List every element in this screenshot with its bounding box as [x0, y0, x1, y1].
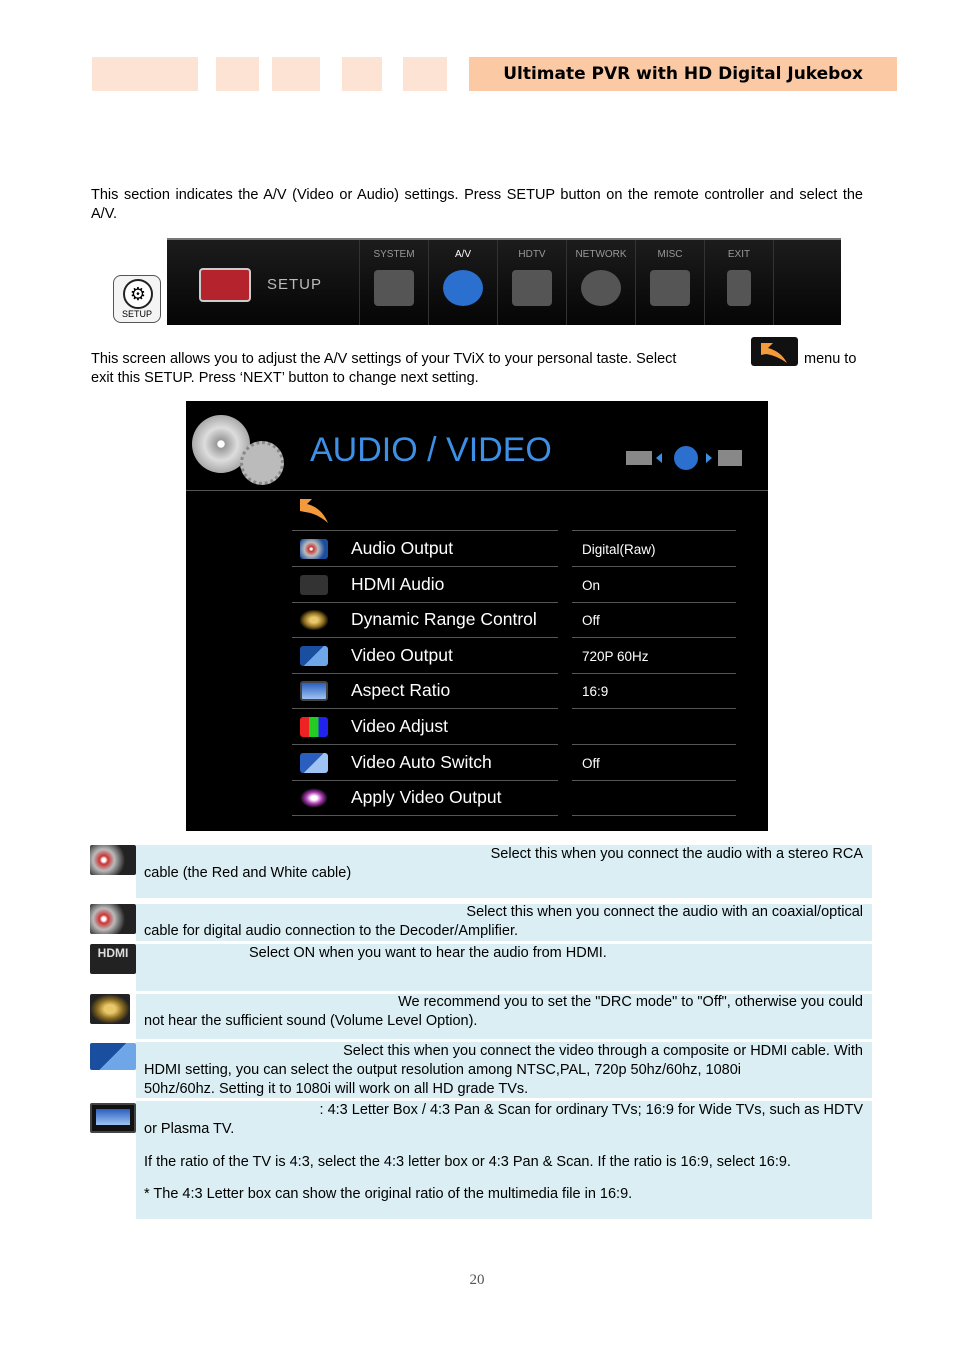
setup-remote-button: [113, 275, 161, 323]
desc-line: Select this when you connect the audio with a stereo RCA: [490, 846, 863, 862]
exit-door-icon: [727, 270, 751, 306]
desc-audio-analog: [144, 845, 863, 883]
header-title: Ultimate PVR with HD Digital Jukebox: [469, 57, 897, 91]
tab-exit[interactable]: [704, 240, 774, 325]
desc-line: cable for digital audio connection to the Decoder/Amplifier.: [144, 923, 518, 939]
desc-line: Select this when you connect the audio with an coaxial/optical: [466, 904, 863, 920]
hdmi-icon: HDMI: [90, 944, 136, 974]
tab-label: MISC: [657, 249, 683, 260]
desc-line: Select ON when you want to hear the audio from HDMI.: [249, 945, 607, 961]
disc-icon: [90, 845, 136, 875]
desc-line: not hear the sufficient sound (Volume Level Option).: [144, 1013, 478, 1029]
setting-label: Apply Video Output: [351, 787, 502, 808]
header-decor-block: [403, 57, 447, 91]
tab-system[interactable]: [359, 240, 428, 325]
misc-icon: [650, 270, 690, 306]
color-bars-icon: [300, 717, 328, 737]
tv-icon: [90, 1103, 136, 1133]
av-disc-icon: [443, 270, 483, 306]
desc-line: We recommend you to set the "DRC mode" to "Off", otherwise you could: [398, 994, 863, 1010]
desc-audio-digital: [144, 903, 863, 941]
setting-label: HDMI Audio: [351, 573, 445, 594]
category-nav-icons: [626, 445, 742, 471]
tv-icon: [300, 681, 328, 701]
desc-line: Select this when you connect the video through a composite or HDMI cable. With: [343, 1043, 863, 1059]
setting-row-apply-video-output[interactable]: [292, 780, 558, 816]
speaker-icon: [90, 994, 130, 1024]
desc-hdmi-audio: [144, 944, 863, 963]
setting-label: Dynamic Range Control: [351, 609, 537, 630]
setting-row-video-auto-switch[interactable]: [292, 745, 558, 781]
setting-label: Aspect Ratio: [351, 680, 451, 701]
monitor-icon: [300, 646, 328, 666]
desc-line: or Plasma TV.: [144, 1121, 235, 1137]
audio-video-screen: [186, 401, 768, 831]
setting-label: Video Auto Switch: [351, 751, 492, 772]
setting-row-video-adjust[interactable]: [292, 709, 558, 745]
setting-row-audio-output[interactable]: [292, 531, 558, 567]
back-arrow-icon[interactable]: [296, 497, 336, 527]
network-icon: [581, 270, 621, 306]
setting-label: Video Output: [351, 644, 453, 665]
setting-row-video-output[interactable]: [292, 638, 558, 674]
setup-button-label: SETUP: [121, 309, 152, 319]
setting-value-cell[interactable]: [572, 709, 736, 745]
intro-paragraph: This section indicates the A/V (Video or Audio) settings. Press SETUP button on the remote controller and select the A/V.: [91, 187, 863, 222]
setting-value-cell[interactable]: [572, 602, 736, 638]
back-arrow-icon: [751, 337, 798, 366]
tab-av[interactable]: [428, 240, 497, 325]
setting-value-cell[interactable]: [572, 780, 736, 816]
setting-value-cell[interactable]: [572, 567, 736, 603]
setting-row-aspect-ratio[interactable]: [292, 673, 558, 709]
film-reel-icon: [300, 788, 328, 808]
setting-value: Digital(Raw): [582, 542, 656, 557]
setting-row-dynamic-range-control[interactable]: [292, 602, 558, 638]
ntsc-pal-icon: [300, 753, 328, 773]
header-decor-block: [216, 57, 259, 91]
setting-value: On: [582, 577, 601, 593]
hdtv-icon: [512, 270, 552, 306]
setting-value: 720P 60Hz: [582, 648, 649, 664]
hdmi-icon: [300, 575, 328, 595]
system-gear-icon: [374, 270, 414, 306]
desc-video-output: [144, 1042, 863, 1099]
header-decor-block: [272, 57, 320, 91]
desc-aspect-ratio: [144, 1101, 863, 1204]
setting-value: Off: [582, 613, 600, 629]
speaker-icon: [300, 610, 328, 630]
desc-line: 50hz/60hz. Setting it to 1080i will work on all HD grade TVs.: [144, 1081, 529, 1097]
av-logo-icon: [192, 415, 284, 485]
page-number: 20: [469, 1272, 485, 1288]
tab-label: NETWORK: [575, 249, 627, 260]
setting-value-cell[interactable]: [572, 531, 736, 567]
setting-label: Audio Output: [351, 538, 454, 558]
setting-row-hdmi-audio[interactable]: [292, 567, 558, 603]
setting-label: Video Adjust: [351, 716, 448, 736]
header-decor-block: [92, 57, 198, 91]
instructions-part1: This screen allows you to adjust the A/V settings of your TViX to your personal taste. Select: [91, 351, 677, 367]
tab-label: EXIT: [727, 249, 751, 260]
tab-label: SYSTEM: [373, 249, 415, 260]
instructions-menu-word: menu to: [804, 351, 857, 367]
tab-label: HDTV: [518, 249, 546, 260]
av-screen-title: AUDIO / VIDEO: [310, 431, 552, 469]
desc-line: * The 4:3 Letter box can show the original ratio of the multimedia file in 16:9.: [144, 1186, 633, 1202]
tab-hdtv[interactable]: [497, 240, 566, 325]
tab-label: A/V: [454, 249, 472, 260]
setting-value: Off: [582, 755, 600, 771]
setup-menu-bar: [167, 238, 841, 325]
desc-line: HDMI setting, you can select the output resolution among NTSC,PAL, 720p 50hz/60hz, 1080i: [144, 1062, 741, 1078]
tab-network[interactable]: [566, 240, 635, 325]
menubar-setup-text: SETUP: [267, 276, 323, 293]
disc-icon: [90, 904, 136, 934]
gear-icon: ⚙: [123, 279, 153, 309]
setting-value-cell[interactable]: [572, 673, 736, 709]
disc-icon: [300, 539, 328, 559]
desc-line: cable (the Red and White cable): [144, 865, 352, 881]
desc-line: If the ratio of the TV is 4:3, select the 4:3 letter box or 4:3 Pan & Scan. If the ratio is 16:9, select 16:9.: [144, 1154, 791, 1170]
setup-tools-icon: [199, 268, 251, 302]
tab-misc[interactable]: [635, 240, 704, 325]
title-separator: [186, 490, 768, 491]
instructions-part2: exit this SETUP. Press ‘NEXT’ button to change next setting.: [91, 370, 479, 386]
setting-value: 16:9: [582, 684, 609, 700]
header-decor-block: [342, 57, 382, 91]
setting-value-cell[interactable]: [572, 745, 736, 781]
monitor-icon: [90, 1043, 136, 1070]
setting-value-cell[interactable]: [572, 638, 736, 674]
desc-line: : 4:3 Letter Box / 4:3 Pan & Scan for ordinary TVs; 16:9 for Wide TVs, such as HDTV: [319, 1102, 863, 1118]
desc-drc: [144, 993, 863, 1031]
